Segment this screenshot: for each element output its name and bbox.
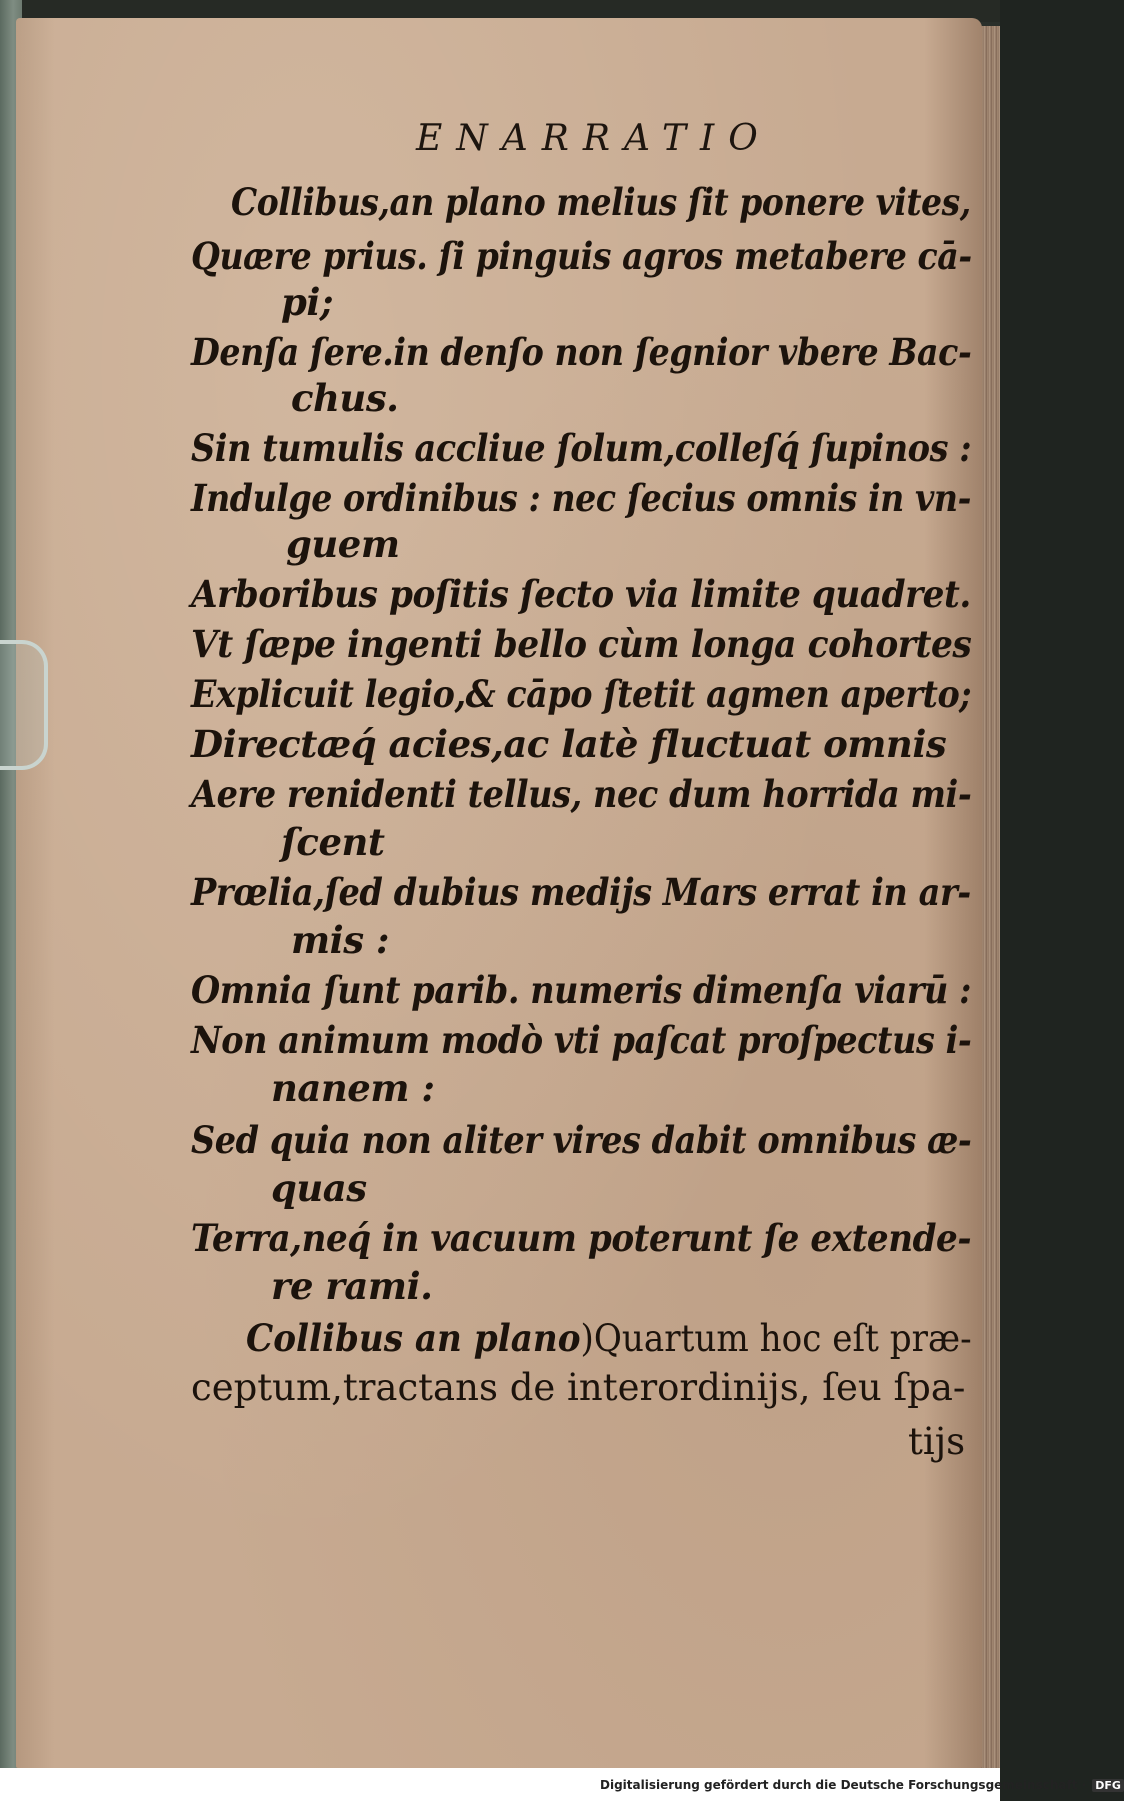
verse-line: Collibus,an plano melius ſit ponere vites, [231,180,971,224]
commentary-text: )Quartum hoc eſt præ- [580,1317,972,1360]
verse-line: quas [271,1166,367,1210]
page-clip [0,640,48,770]
verse-line: Denſa ſere.in denſo non ſegnior vbere Bac- [191,330,972,374]
verse-line: ſcent [281,820,385,864]
verse-line: Prœlia,ſed dubius medijs Mars errat in ar- [191,870,971,914]
verse-line: Sed quia non aliter vires dabit omnibus æ- [191,1118,972,1162]
dfg-logo: DFG [1092,1779,1124,1792]
verse-line: Omnia ſunt parib. numeris dimenſa viarū : [191,968,972,1012]
running-header: ENARRATIO [416,118,772,159]
verse-line: Sin tumulis accliue ſolum,colleſq́ ſupinos : [191,426,972,470]
verse-line: guem [286,522,400,566]
verse-line: Terra,neq́ in vacuum poterunt ſe extende- [191,1216,972,1260]
verse-line: mis : [291,918,390,962]
verse-line: nanem : [271,1066,435,1110]
verse-line: Vt ſæpe ingenti bello cùm longa cohortes [191,622,972,666]
verse-line: Non animum modò vti paſcat proſpectus i- [191,1018,972,1062]
verse-line: Explicuit legio,& cāpo ſtetit agmen aperto; [191,672,972,716]
commentary-lemma: Collibus an plano [246,1316,581,1360]
verse-line: Aere renidenti tellus, nec dum horrida mi- [191,772,972,816]
commentary-line: ceptum,tractans de interordinijs, ſeu ſpa- [191,1366,966,1409]
book-page [16,18,982,1768]
verse-line: pi; [281,280,334,324]
verse-line: Quære prius. ſi pinguis agros metabere cā- [191,234,972,278]
verse-line: chus. [291,376,399,420]
catchword: tijs [908,1420,966,1463]
credit-text: Digitalisierung gefördert durch die Deutsche Forschungsgemeinschaft · [600,1778,1087,1792]
verse-line: Arboribus poſitis ſecto via limite quadret. [191,572,971,616]
verse-line: re rami. [271,1264,433,1308]
commentary-line [246,1316,972,1360]
page-text [16,18,982,1768]
digitization-credit [600,1778,1124,1792]
verse-line: Directæq́ acies,ac latè fluctuat omnis [191,722,947,766]
verse-line: Indulge ordinibus : nec ſecius omnis in vn- [191,476,971,520]
